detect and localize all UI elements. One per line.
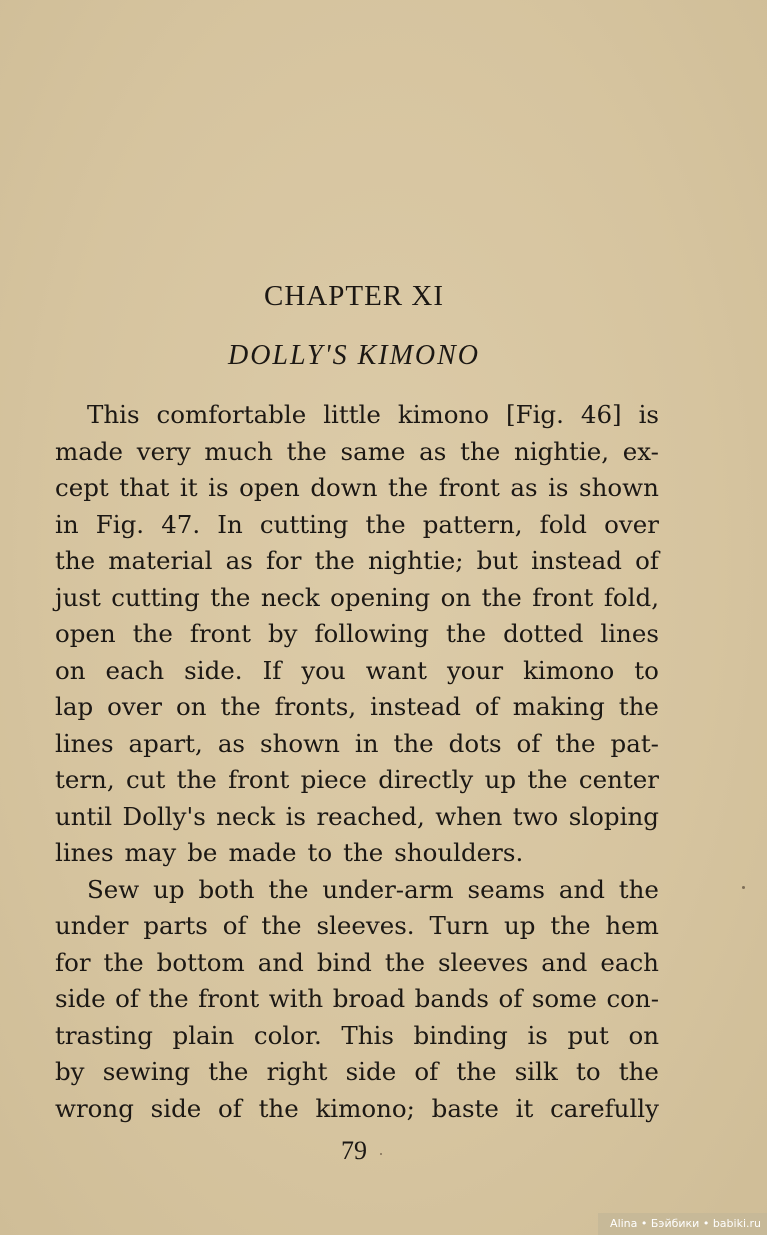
text-line: just cutting the neck opening on the front fold, [55, 582, 659, 612]
text-line: for the bottom and bind the sleeves and each [55, 947, 659, 977]
text-line: in Fig. 47. In cutting the pattern, fold over [55, 509, 659, 539]
text-line: Sew up both the under-arm seams and the [87, 874, 659, 904]
page-number: 79 [341, 1136, 367, 1165]
text-line: open the front by following the dotted lines [55, 619, 659, 648]
text-line: trasting plain color. This binding is put on [55, 1020, 659, 1050]
text-line: by sewing the right side of the silk to the [55, 1057, 659, 1086]
text-line: cept that it is open down the front as is shown [55, 473, 659, 502]
text-line: made very much the same as the nightie, ex- [55, 436, 659, 466]
dust-speck [742, 886, 745, 889]
text-line: lines apart, as shown in the dots of the pat- [55, 728, 659, 758]
body-text [55, 397, 659, 1127]
text-line: side of the front with broad bands of some con- [55, 984, 659, 1013]
text-line: tern, cut the front piece directly up the center [55, 765, 659, 794]
chapter-title: DOLLY'S KIMONO [227, 340, 481, 371]
text-line: the material as for the nightie; but instead of [55, 546, 659, 575]
text-line: lap over on the fronts, instead of making the [55, 692, 659, 721]
text-line: lines may be made to the shoulders. [55, 838, 524, 867]
text-line: on each side. If you want your kimono to [55, 655, 659, 685]
text-line: This comfortable little kimono [Fig. 46] is [87, 400, 659, 429]
text-line: under parts of the sleeves. Turn up the hem [55, 911, 659, 940]
dust-speck [380, 1153, 382, 1155]
chapter-heading: CHAPTER XI [264, 280, 444, 312]
text-line: until Dolly's neck is reached, when two sloping [55, 801, 659, 831]
watermark: Alina • Бэйбики • babiki.ru [598, 1213, 767, 1235]
text-line: wrong side of the kimono; baste it carefully [55, 1093, 659, 1123]
